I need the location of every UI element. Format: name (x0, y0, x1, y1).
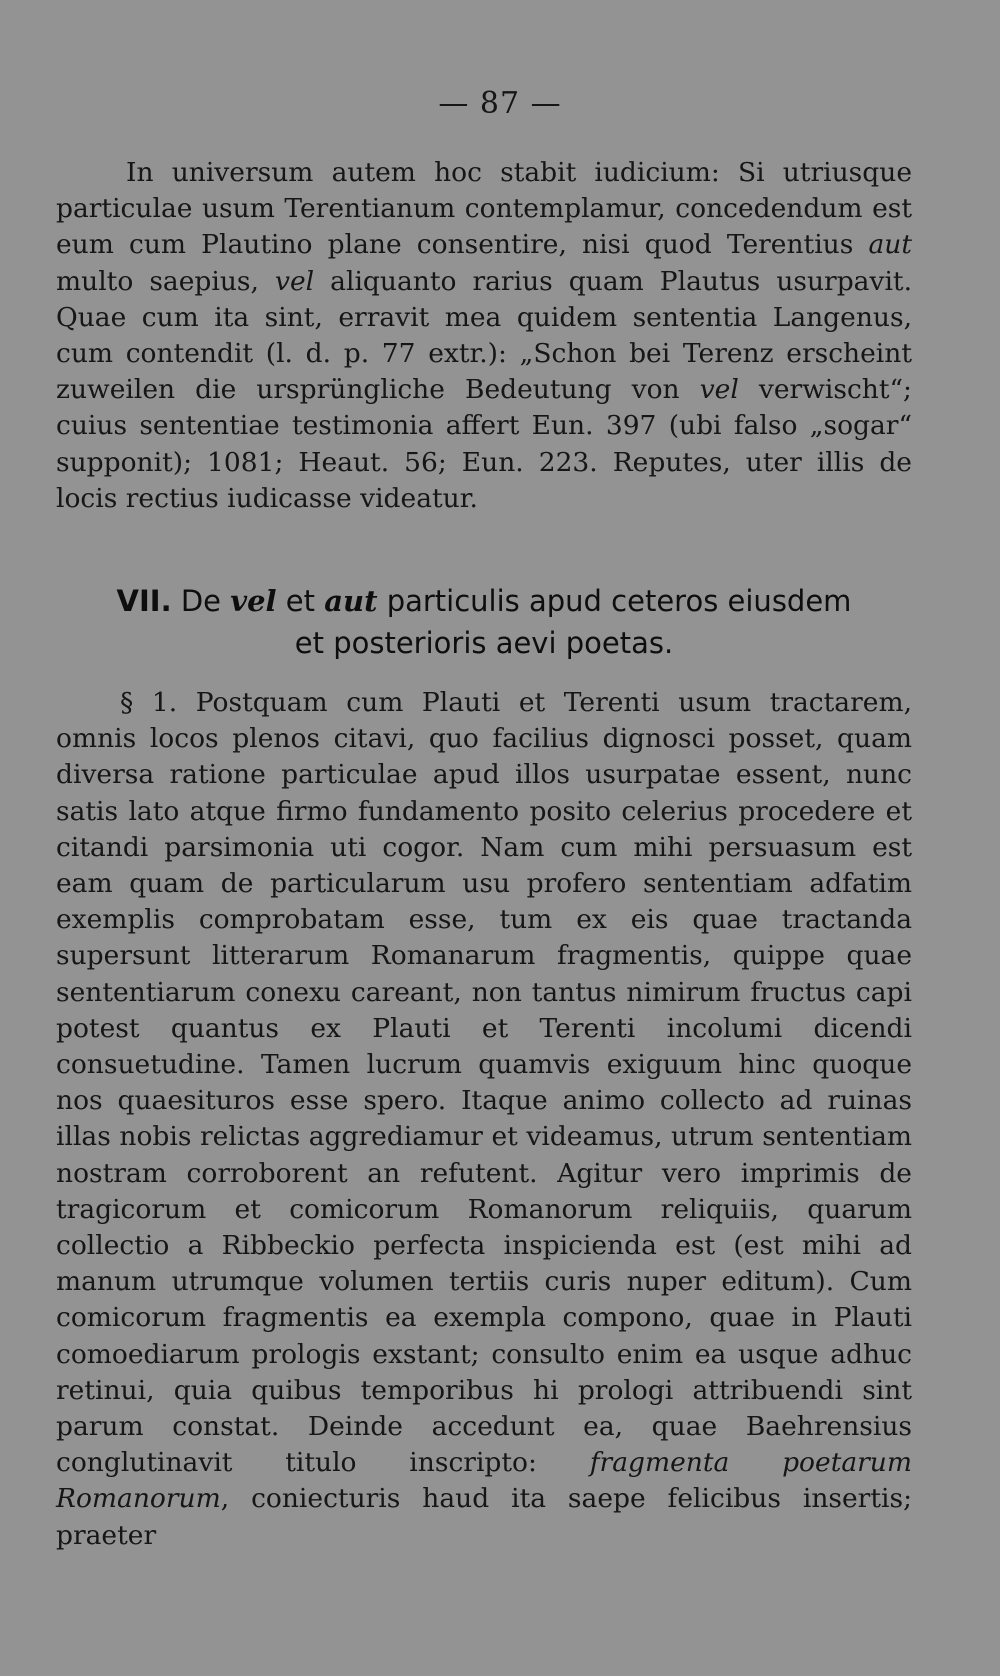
italic-vel: vel (274, 265, 315, 297)
paragraph1-text-2: multo saepius, (56, 265, 275, 297)
section-number: VII. (116, 584, 172, 618)
paragraph2-text-1: Postquam cum Plauti et Terenti usum tractarem, omnis locos plenos citavi, quo facilius dignosci posset, quam diversa ratione particulae apud illos usurpatae essent, nunc satis lato atque firmo fundamento posito celerius procedere et citandi parsimonia uti cogor. Nam cum mihi persuasum est eam quam de particularum usu profero sententiam adfatim exemplis comprobatam esse, tum ex eis quae tractanda supersunt litterarum Romanarum fragmentis, quippe quae sententiarum conexu careant, non tantus nimirum fructus capi potest quantus ex Plauti et Terenti incolumi dicendi consuetudine. Tamen lucrum quamvis exiguum hinc quoque nos quaesituros esse spero. Itaque animo collecto ad ruinas illas nobis relictas aggrediamur et videamus, utrum sententiam nostram corroborent an refutent. Agitur vero imprimis de tragicorum et comicorum Romanorum reliquiis, quarum collectio a Ribbeckio perfecta inspicienda est (est mihi ad manum utrumque volumen tertiis curis nuper editum). Cum comicorum fragmentis ea exempla compono, quae in Plauti comoediarum prologis exstant; consulto enim ea usque adhuc retinui, quia quibus temporibus hi prologi attribuendi sint parum constat. Deinde accedunt ea, quae Baehrensius conglutinavit titulo inscripto: (56, 687, 913, 1479)
paragraph1-text-1: In universum autem hoc stabit iudicium: Si utriusque particulae usum Terentianum contemplamur, concedendum est eum cum Plautino plane consentire, nisi quod Terentius (56, 157, 912, 261)
paragraph-conclusion-terence (56, 155, 912, 517)
italic-vel-2: vel (699, 374, 739, 406)
italic-work-title: fragmenta poetarum Romanorum (56, 1447, 913, 1515)
paragraph-section-1 (56, 685, 912, 1554)
heading-word-et: et (285, 584, 315, 618)
section-heading-line-1 (56, 580, 912, 622)
heading-word-de: De (180, 584, 221, 618)
heading-italic-aut: aut (324, 584, 378, 618)
paragraph1-text-3: aliquanto rarius quam Plautus usurpavit. Quae cum ita sint, erravit mea quidem sententia Langenus, cum contendit (l. d. p. 77 extr.): „Schon bei Terenz erscheint zuweilen die ursprüngliche Bedeutung von (56, 265, 913, 406)
section-marker: § 1. (120, 687, 178, 718)
italic-aut: aut (868, 229, 912, 261)
section-heading (56, 580, 912, 664)
heading-rest-line-1: particulis apud ceteros eiusdem (386, 584, 852, 618)
paragraph2-text-2: , coniecturis haud ita saepe felicibus insertis; praeter (56, 1483, 912, 1551)
heading-italic-vel: vel (230, 584, 277, 618)
paragraph1-text-4: verwischt“; cuius sententiae testimonia affert Eun. 397 (ubi falso „sogar“ supponit); 1081; Heaut. 56; Eun. 223. Reputes, uter illis de locis rectius iudicasse videatur. (56, 374, 912, 514)
page-number: — 87 — (438, 86, 562, 121)
section-heading-line-2: et posterioris aevi poetas. (294, 626, 674, 660)
